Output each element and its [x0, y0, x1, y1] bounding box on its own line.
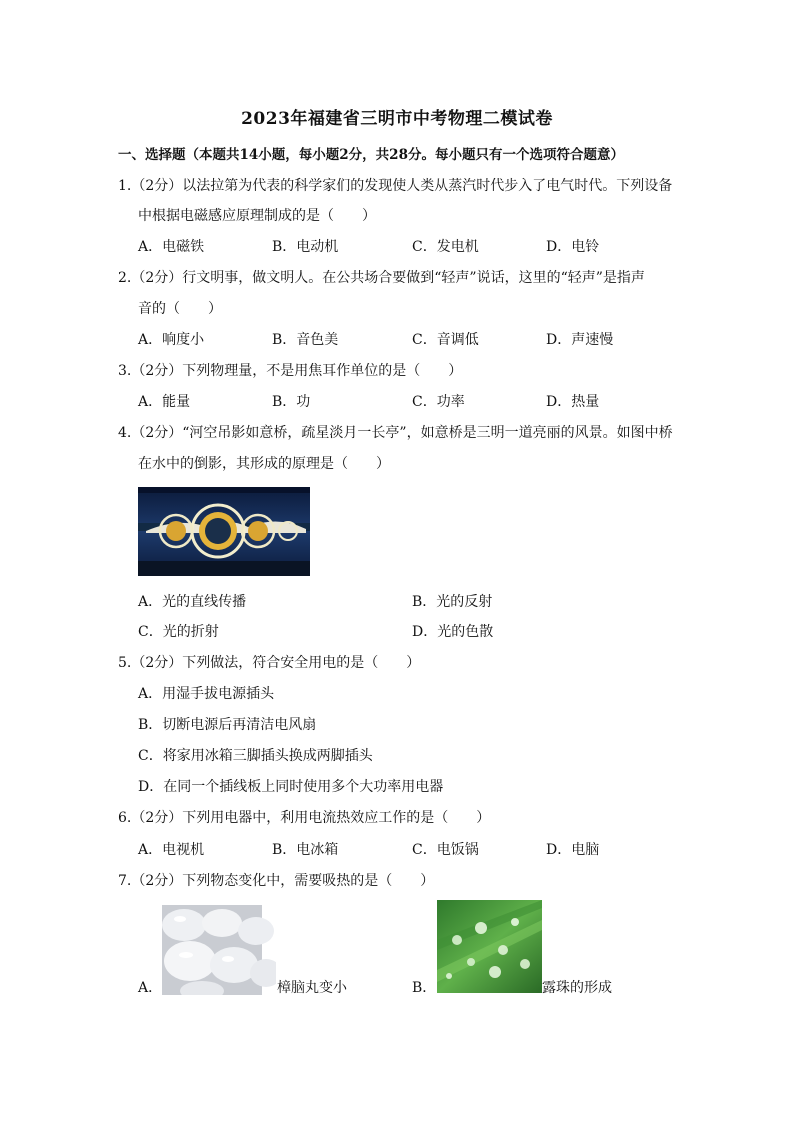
mothball-photo	[162, 905, 276, 995]
q7-option-b-letter: B．	[412, 980, 437, 996]
q1-stem-line-2: 中根据电磁感应原理制成的是（ ）	[138, 208, 376, 224]
q4-option-d: D．光的色散	[412, 624, 494, 640]
q3-option-d: D．热量	[546, 394, 600, 410]
q5-option-a: A．用湿手拔电源插头	[138, 686, 275, 702]
q1-option-b: B．电动机	[272, 239, 339, 255]
q3-option-a: A．能量	[138, 394, 191, 410]
q6-option-d: D．电脑	[546, 842, 600, 858]
bridge-reflection-photo	[138, 487, 310, 576]
q5-option-c: C．将家用冰箱三脚插头换成两脚插头	[138, 748, 373, 764]
q4-option-b: B．光的反射	[412, 594, 493, 610]
q1-option-a: A．电磁铁	[138, 239, 205, 255]
section-heading: 一、选择题（本题共14小题，每小题2分，共28分。每小题只有一个选项符合题意）	[118, 147, 624, 163]
q7-option-a-text: 樟脑丸变小	[277, 980, 347, 996]
q7-option-a-letter: A．	[138, 980, 163, 996]
q2-option-a: A．响度小	[138, 332, 205, 348]
q5-option-d: D．在同一个插线板上同时使用多个大功率用电器	[138, 779, 444, 795]
q4-stem-line-2: 在水中的倒影，其形成的原理是（ ）	[138, 456, 390, 472]
q6-option-a: A．电视机	[138, 842, 205, 858]
q2-option-c: C．音调低	[412, 332, 479, 348]
q4-option-c: C．光的折射	[138, 624, 219, 640]
q3-option-b: B．功	[272, 394, 311, 410]
q1-option-c: C．发电机	[412, 239, 479, 255]
q4-stem-line-1: 4.（2分）“河空吊影如意桥，疏星淡月一长亭”，如意桥是三明一道亮丽的风景。如图中桥	[118, 425, 673, 441]
q7-stem: 7.（2分）下列物态变化中，需要吸热的是（ ）	[118, 873, 435, 889]
q6-option-c: C．电饭锅	[412, 842, 479, 858]
page-title: 2023年福建省三明市中考物理二模试卷	[241, 109, 553, 129]
q5-stem: 5.（2分）下列做法，符合安全用电的是（ ）	[118, 655, 421, 671]
q6-stem: 6.（2分）下列用电器中，利用电流热效应工作的是（ ）	[118, 810, 491, 826]
q7-option-b-text: 露珠的形成	[542, 980, 612, 996]
q3-option-c: C．功率	[412, 394, 465, 410]
q2-stem-line-1: 2.（2分）行文明事，做文明人。在公共场合要做到“轻声”说话，这里的“轻声”是指声	[118, 270, 645, 286]
q1-stem-line-1: 1.（2分）以法拉第为代表的科学家们的发现使人类从蒸汽时代步入了电气时代。下列设备	[118, 178, 673, 194]
q4-option-a: A．光的直线传播	[138, 594, 247, 610]
q2-option-d: D．声速慢	[546, 332, 614, 348]
q2-stem-line-2: 音的（ ）	[138, 301, 222, 317]
q3-stem: 3.（2分）下列物理量，不是用焦耳作单位的是（ ）	[118, 363, 463, 379]
dewdrops-photo	[437, 900, 542, 993]
q6-option-b: B．电冰箱	[272, 842, 339, 858]
q5-option-b: B．切断电源后再清洁电风扇	[138, 717, 317, 733]
q2-option-b: B．音色美	[272, 332, 339, 348]
q1-option-d: D．电铃	[546, 239, 600, 255]
